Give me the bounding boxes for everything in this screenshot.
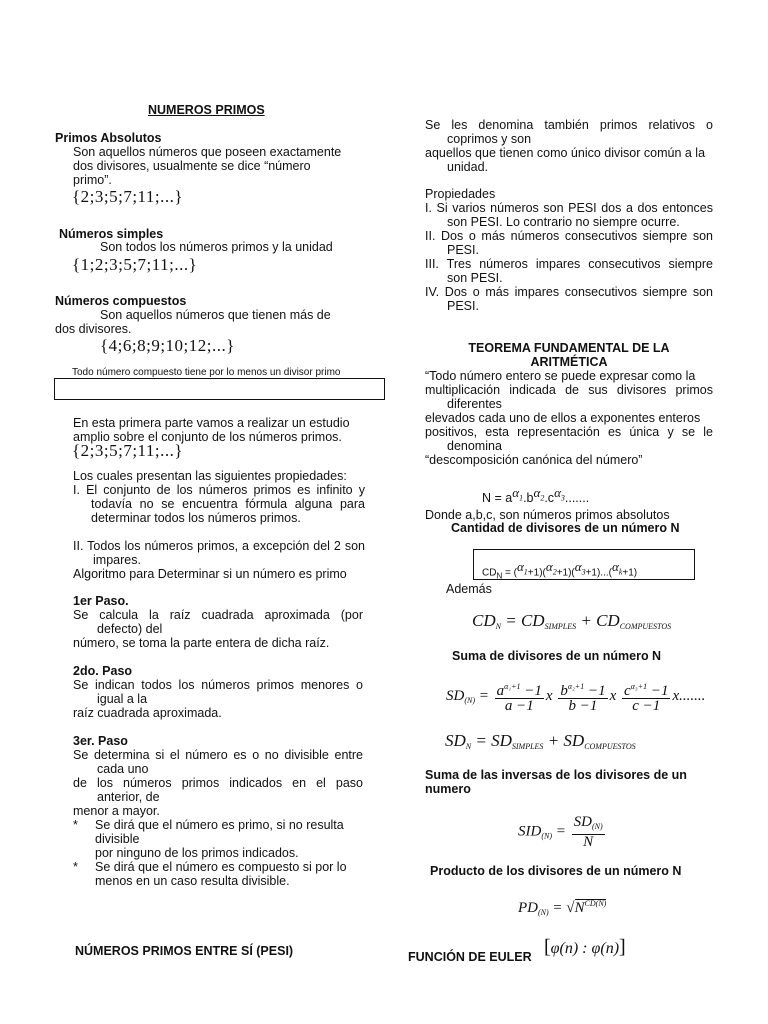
pd-formula: $PD_{(N)} = √N^{CD(N)}$ [518, 899, 607, 917]
box-note: Todo número compuesto tiene por lo menos un divisor primo [72, 367, 341, 378]
pesi-definition: Se les denomina también primos relativos o coprimos y son aquellos que tienen como único divisor común a la unidad. [425, 118, 713, 174]
simples-set: {1;2;3;5;7;11;...} [72, 255, 198, 274]
numeros-compuestos-text1: Son aquellos números que tienen más de [100, 308, 331, 322]
canonical-formula: $N = a^{\alpha_1}.b^{\alpha_2}.c^{\alpha_3}$....... [482, 485, 590, 506]
intro-text: En esta primera parte vamos a realizar un estudio amplio sobre el conjunto de los números primos. [73, 416, 350, 444]
primos-absolutos-text: Son aquellos números que poseen exactamente dos divisores, usualmente se dice “número primo”. [73, 145, 342, 187]
ademas-text: Además [446, 582, 492, 596]
bullet-compuesto: * Se dirá que el número es compuesto si por lo menos en un caso resulta divisible. [73, 860, 347, 888]
page-title: NUMEROS PRIMOS [148, 103, 265, 117]
numeros-compuestos-heading: Números compuestos [55, 294, 187, 308]
teorema-heading: TEOREMA FUNDAMENTAL DE LA ARITMÉTICA [468, 341, 670, 369]
producto-divisores-heading: Producto de los divisores de un número N [430, 864, 682, 878]
pesi-prop-2: II. Dos o más números consecutivos siempre son PESI. [425, 229, 713, 257]
suma-inversas-heading: Suma de las inversas de los divisores de un numero [425, 768, 687, 796]
euler-heading: FUNCIÓN DE EULER [408, 950, 532, 964]
suma-divisores-heading: Suma de divisores de un número N [452, 649, 662, 663]
intro-set: {2;3;5;7;11;...} [72, 441, 184, 460]
numeros-simples-text: Son todos los números primos y la unidad [100, 240, 333, 254]
propiedades-list: Los cuales presentan las siguientes propiedades: I. El conjunto de los números primos es infinito y todavía no se encuentra fórmula alguna para determinar todos los números primos. II. Todos los números primos, a excepción del 2 son impares. Algoritmo para Determinar si un número es primo [73, 469, 365, 581]
paso-1: 1er Paso. Se calcula la raíz cuadrada aproximada (por defecto) del número, se toma la parte entera de dicha raíz. [73, 594, 363, 650]
pesi-prop-1: I. Si varios números son PESI dos a dos entonces son PESI. Lo contrario no siempre ocurre. [425, 201, 713, 229]
cd-sum-formula: $CD_N = CD_{SIMPLES} + CD_{COMPUESTOS}$ [472, 611, 672, 631]
pesi-prop-3: III. Tres números impares consecutivos siempre son PESI. [425, 257, 713, 285]
primos-absolutos-heading: Primos Absolutos [55, 131, 162, 145]
note-box [54, 378, 385, 400]
propiedades-heading: Propiedades [425, 187, 496, 201]
sd-formula: $SD_{(N)}$ = $\frac{a^{\alpha_1+1} -1}{a -1}$ x $\frac{b^{\alpha_2+1} -1}{b -1}$ x $\frac{c^{\alpha_3+1} -1}{c -1}$ x....... [446, 682, 706, 714]
pesi-prop-4: IV. Dos o más impares consecutivos siempre son PESI. [425, 285, 713, 313]
pesi-propiedades [425, 187, 713, 313]
bullet-primo: * Se dirá que el número es primo, si no resulta divisible por ninguno de los primos indicados. [73, 818, 344, 860]
teorema-text: “Todo número entero se puede expresar como la multiplicación indicada de sus divisores primos diferentes elevados cada uno de ellos a exponentes enteros positivos, esta representación es única y se le denomina “descomposición canónica del número” [425, 369, 713, 467]
paso-3: 3er. Paso Se determina si el número es o no divisible entre cada uno de los números primos indicados en el paso anterior, de menor a mayor. * Se dirá que el número es primo, si no resulta divisible por ninguno de los primos indicados. * Se dirá que el número es compuesto si por lo menos en un caso resulta divisible. [73, 734, 363, 888]
numeros-compuestos-text2: dos divisores. [55, 322, 132, 336]
primos-set: {2;3;5;7;11;...} [72, 187, 184, 206]
compuestos-set: {4;6;8;9;10;12;...} [100, 336, 235, 355]
pesi-heading: NÚMEROS PRIMOS ENTRE SÍ (PESI) [75, 944, 294, 958]
cd-formula: $CD_N = (^{\alpha_1}+1)(^{\alpha_2}+1)(^{\alpha_3}+1)...(^{\alpha_k}+1)$ [482, 559, 638, 581]
sid-formula: $SID_{(N)}$ = $\frac{SD_{(N)}}{N}$ [518, 814, 603, 850]
cantidad-divisores-heading: Cantidad de divisores de un número N [451, 521, 680, 535]
algoritmo-heading: Algoritmo para Determinar si un número es primo [73, 567, 347, 581]
sd-sum-formula: $SD_N = SD_{SIMPLES} + SD_{COMPUESTOS}$ [445, 731, 636, 751]
euler-formula: [φ(n) : φ(n)] [544, 936, 626, 958]
propiedad-2: II. Todos los números primos, a excepción del 2 son impares. [73, 539, 365, 567]
donde-text: Donde a,b,c, son números primos absolutos [425, 508, 670, 522]
paso-2: 2do. Paso Se indican todos los números primos menores o igual a la raíz cuadrada aproximada. [73, 664, 363, 720]
numeros-simples-heading: Números simples [59, 227, 164, 241]
propiedad-1: I. El conjunto de los números primos es infinito y todavía no se encuentra fórmula alguna para determinar todos los números primos. [73, 483, 365, 525]
